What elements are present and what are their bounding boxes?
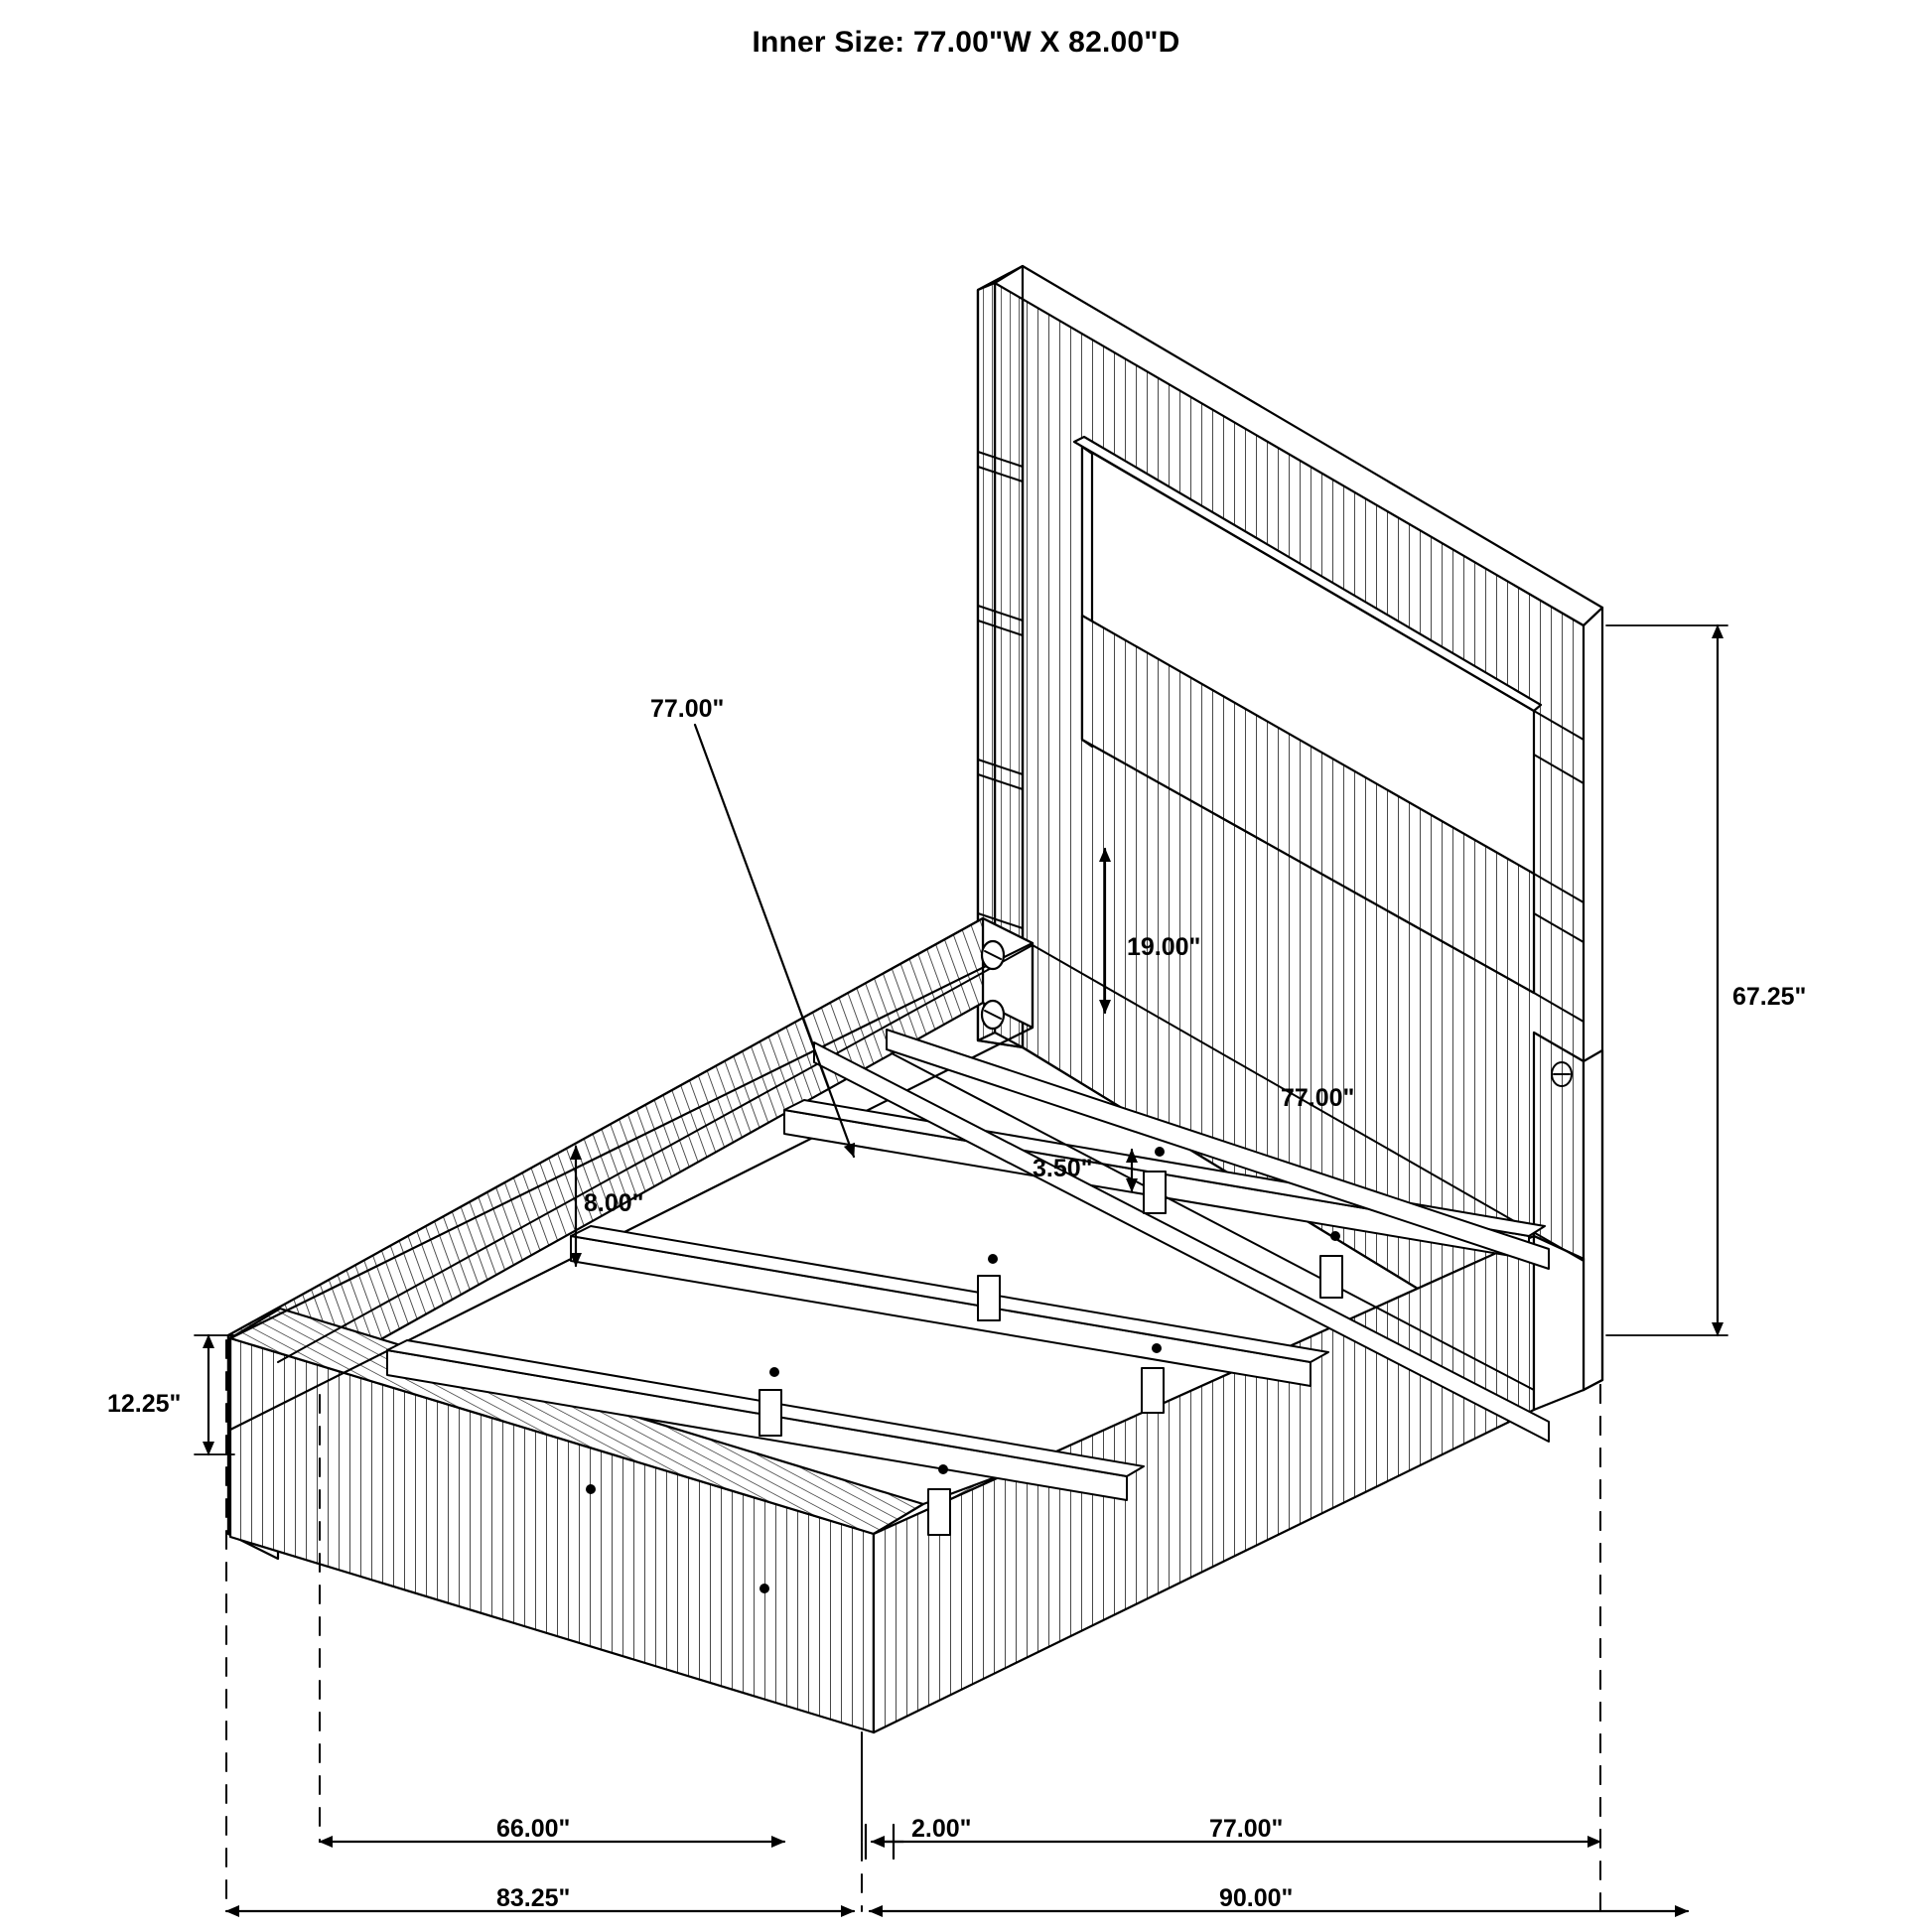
dim-label-inner-depth-base: 66.00" bbox=[496, 1815, 571, 1843]
dim-67 bbox=[1606, 625, 1727, 1335]
dim-label-overall-depth: 83.25" bbox=[496, 1884, 571, 1912]
dim-label-inner-width-callout: 77.00" bbox=[650, 695, 725, 723]
dim-label-frame-side-height: 12.25" bbox=[107, 1390, 182, 1418]
dim-label-center-rail-height: 3.50" bbox=[1033, 1155, 1093, 1182]
dim-label-overall-width-base: 77.00" bbox=[1209, 1815, 1284, 1843]
dim-label-slat-span-width: 77.00" bbox=[1281, 1084, 1355, 1112]
dim-label-headboard-height: 67.25" bbox=[1732, 983, 1807, 1011]
dim-label-rail-height: 8.00" bbox=[584, 1189, 644, 1217]
dim-label-footboard-thickness: 2.00" bbox=[911, 1815, 972, 1843]
dim-label-headboard-lower-panel-height: 19.00" bbox=[1127, 933, 1201, 961]
dim-label-overall-width: 90.00" bbox=[1219, 1884, 1294, 1912]
page-title: Inner Size: 77.00"W X 82.00"D bbox=[752, 26, 1180, 59]
